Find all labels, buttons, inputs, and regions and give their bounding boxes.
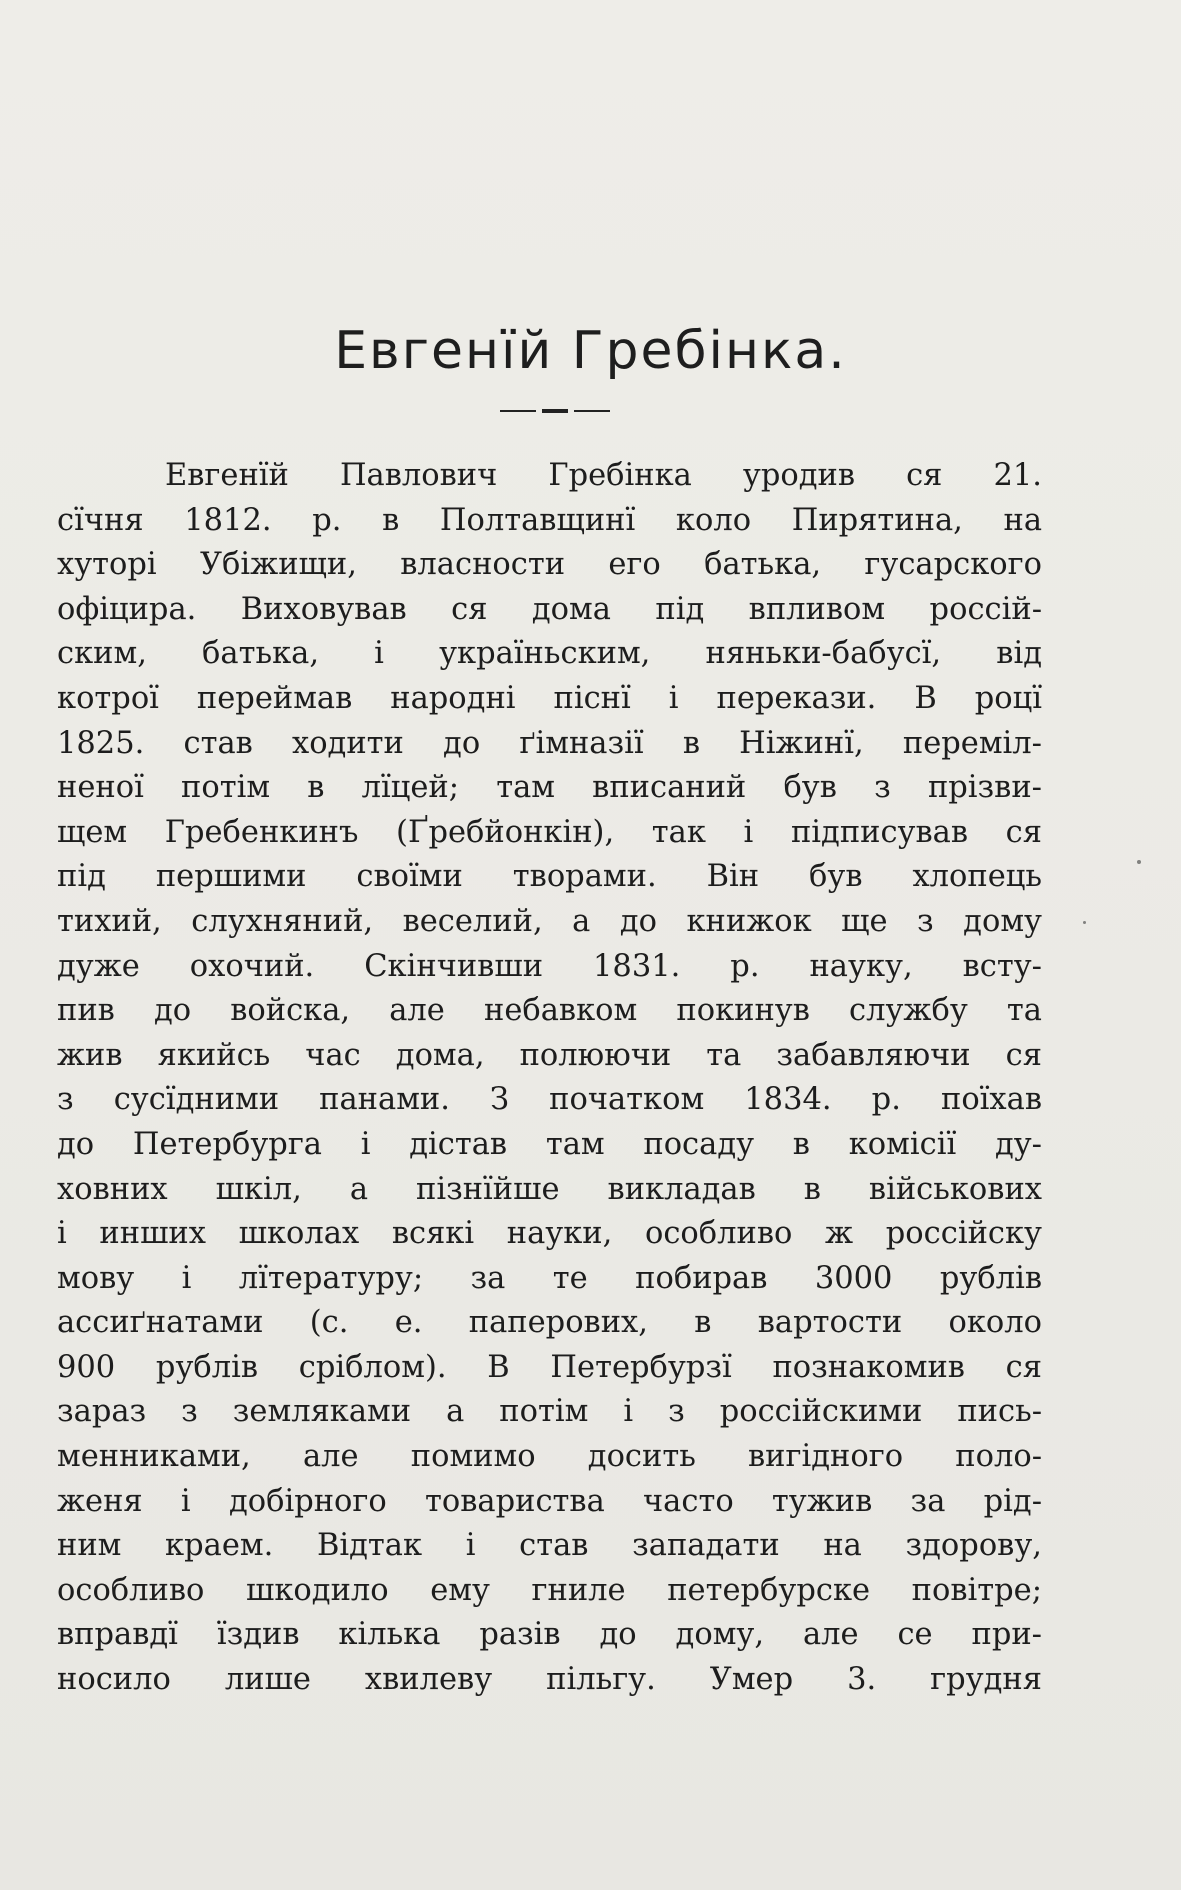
paper-speck (1137, 860, 1141, 864)
text-line: 1825. став ходити до ґімназії в Ніжинї, переміл- (57, 725, 1042, 761)
text-line: ассиґнатами (с. е. паперових, в вартости около (57, 1305, 1042, 1341)
text-line: офіцира. Виховував ся дома під впливом россій- (57, 591, 1042, 627)
text-line: 900 рублів сріблом). В Петербурзї познакомив ся (57, 1349, 1042, 1385)
text-line: щем Гребенкинъ (Ґребйонкін), так і підписував ся (57, 814, 1042, 850)
divider-segment (574, 410, 610, 412)
text-line: ховних шкіл, а пізнїйше викладав в військових (57, 1171, 1042, 1207)
text-line: жив якийсь час дома, полюючи та забавляючи ся (57, 1037, 1042, 1073)
text-line: до Петербурга і дістав там посаду в комісії ду- (57, 1126, 1042, 1162)
text-line: женя і добірного товариства часто тужив за рід- (57, 1483, 1042, 1519)
divider-segment (542, 409, 568, 413)
text-line: котрої переймав народні піснї і перекази. В роцї (57, 680, 1042, 716)
text-line: особливо шкодило ему гниле петербурске повітре; (57, 1572, 1042, 1608)
text-line: з сусїдними панами. З початком 1834. р. поїхав (57, 1082, 1042, 1118)
text-line: під першими своїми творами. Він був хлопець (57, 859, 1042, 895)
text-line: дуже охочий. Скінчивши 1831. р. науку, всту- (57, 948, 1042, 984)
text-line: сїчня 1812. р. в Полтавщинї коло Пирятина, на (57, 502, 1042, 538)
title-divider (500, 410, 612, 413)
page-title: Евгенїй Гребінка. (334, 321, 847, 381)
text-line: хуторі Убіжищи, власности его батька, гусарского (57, 547, 1042, 583)
text-line: пив до войска, але небавком покинув службу та (57, 993, 1042, 1029)
text-line: носило лише хвилеву пільгу. Умер 3. грудня (57, 1662, 1042, 1698)
text-line: ским, батька, і україньским, няньки-бабусї, від (57, 636, 1042, 672)
text-line: менниками, але помимо досить вигідного поло- (57, 1439, 1042, 1475)
text-line: ним краем. Відтак і став западати на здорову, (57, 1528, 1042, 1564)
text-line: Евгенїй Павлович Гребінка уродив ся 21. (165, 458, 1042, 493)
text-line: вправдї їздив кілька разів до дому, але се при- (57, 1617, 1042, 1653)
text-line: неної потім в лїцей; там вписаний був з прізви- (57, 770, 1042, 806)
divider-segment (500, 410, 536, 412)
paper-speck (1083, 921, 1086, 924)
text-line: і инших школах всякі науки, особливо ж россійску (57, 1216, 1042, 1252)
text-line: тихий, слухняний, веселий, а до книжок ще з дому (57, 903, 1042, 939)
body-text (57, 454, 1042, 1703)
text-line: зараз з земляками а потім і з россійскими пись- (57, 1394, 1042, 1430)
text-line: мову і лїтературу; за те побирав 3000 рублів (57, 1260, 1042, 1296)
